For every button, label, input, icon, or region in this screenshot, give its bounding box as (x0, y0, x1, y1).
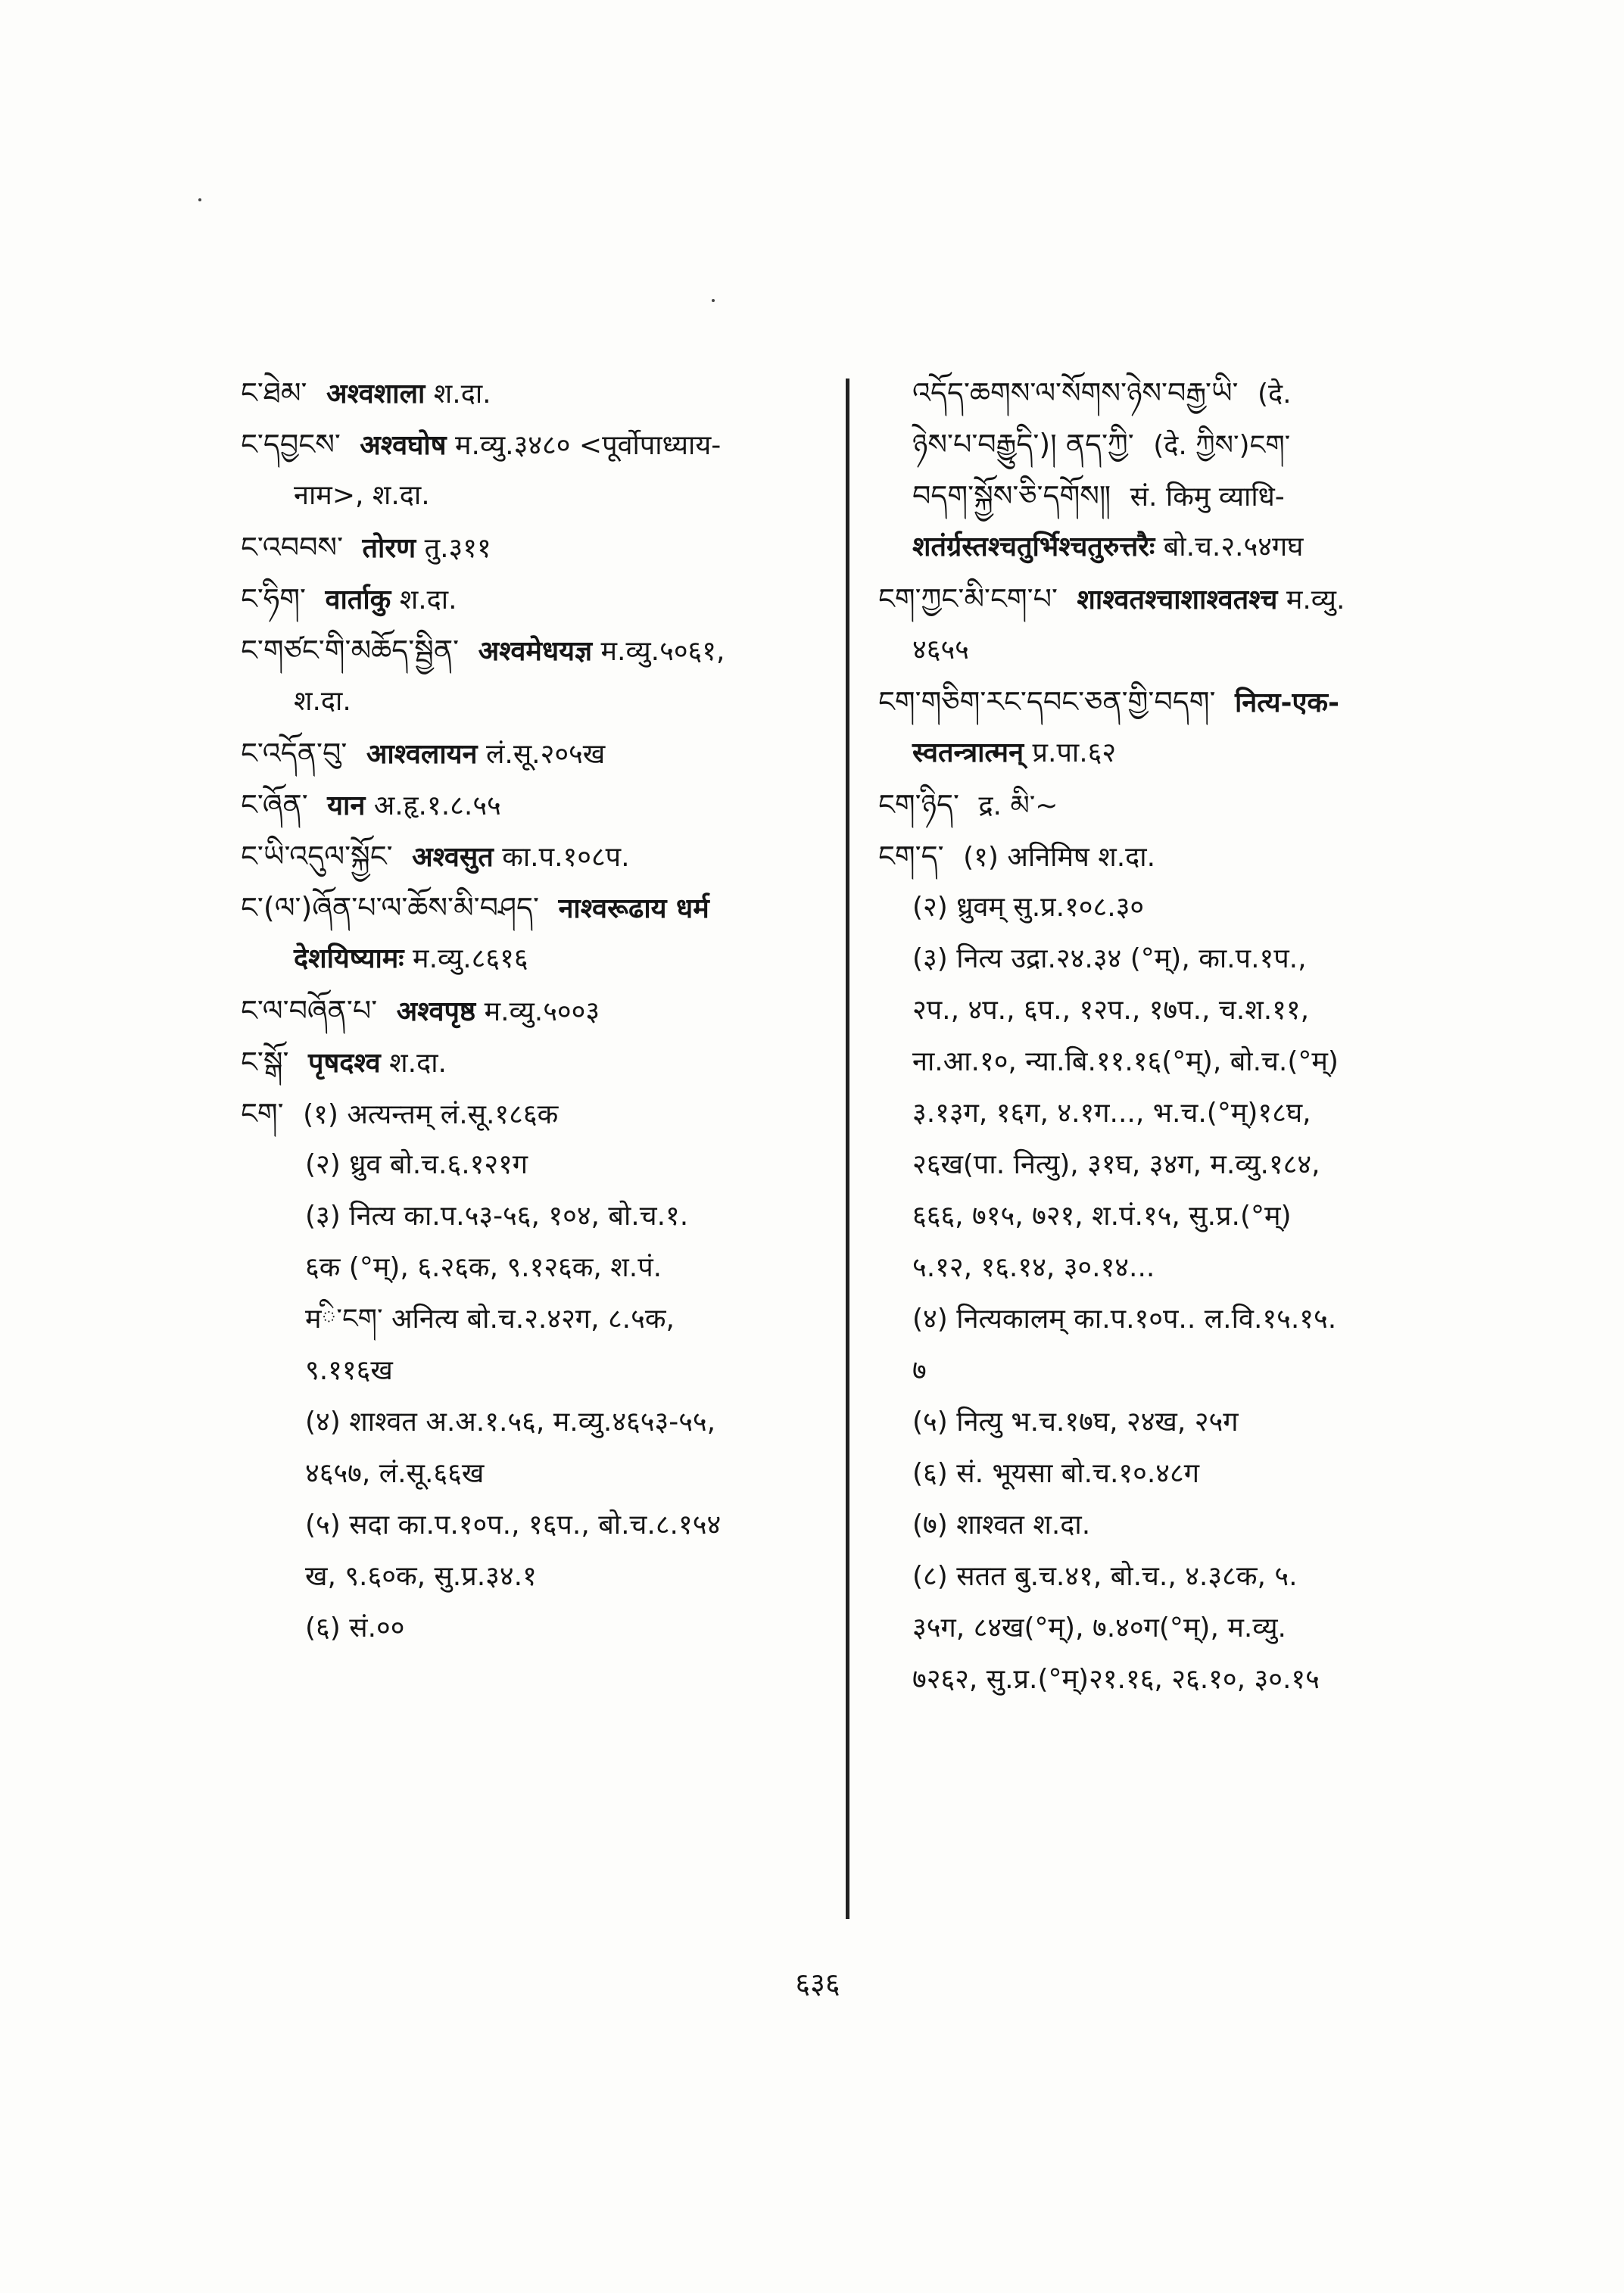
reference-text: ७ (912, 1355, 927, 1386)
reference-text: (१) अनिमिष श.दा. (963, 842, 1156, 873)
dictionary-line (878, 830, 1484, 882)
reference-text: (८) सतत बु.च.४१, बो.च., ४.३८क, ५. (912, 1561, 1298, 1592)
tibetan-term: ང་འབབས་ (241, 531, 344, 564)
left-column (241, 367, 831, 1654)
dictionary-line (878, 1448, 1484, 1500)
tibetan-term: ངག་གཅིག་རང་དབང་ཅན་གྱི་བདག་ (878, 685, 1216, 718)
dictionary-line (878, 1191, 1484, 1242)
dictionary-line (878, 1088, 1484, 1139)
sanskrit-term: नित्य-एक- (1234, 687, 1340, 718)
reference-text: (६) सं.०० (305, 1612, 405, 1643)
reference-text: २६ख(पा. नित्यु), ३१घ, ३४ग, म.व्यु.१८४, (912, 1149, 1320, 1180)
sanskrit-term: पृषदश्व (308, 1048, 381, 1079)
sanskrit-term: अश्वशाला (326, 379, 425, 410)
reference-text: म.व्यु.५०६१, (600, 636, 725, 667)
reference-text: श.दा. (399, 584, 457, 615)
tibetan-term: འདོད་ཆགས་ལ་སོགས་ཉེས་བརྒྱ་ཡི་ (912, 376, 1239, 410)
reference-text: (५) सदा का.प.१०प., १६प., बो.च.८.१५४ (305, 1509, 722, 1541)
reference-text: का.प.१०८प. (502, 842, 630, 873)
dictionary-line (241, 1397, 831, 1448)
reference-text: (६) सं. भूयसा बो.च.१०.४८ग (912, 1458, 1199, 1489)
dictionary-line (241, 419, 831, 470)
reference-text: ६क (°म्), ६.२६क, ९.१२६क, श.पं. (305, 1252, 662, 1283)
tibetan-term: ང་ཧིག་ (241, 582, 306, 615)
dictionary-line (878, 470, 1484, 522)
reference-text: लं.सू.२०५ख (485, 739, 606, 770)
dictionary-line (878, 419, 1484, 470)
dictionary-line (878, 1036, 1484, 1088)
dictionary-line (878, 367, 1484, 419)
reference-text: तु.३११ (424, 533, 491, 564)
reference-text: ५.१२, १६.१४, ३०.१४... (912, 1252, 1155, 1283)
tibetan-term: ང་(ལ་)ཞོན་པ་ལ་ཆོས་མི་བཤད་ (241, 891, 539, 924)
reference-text: ४६५७, लं.सू.६६ख (305, 1458, 485, 1489)
dictionary-line (241, 1448, 831, 1500)
dictionary-line (878, 1397, 1484, 1448)
dictionary-line (241, 882, 831, 933)
sanskrit-term: शतंर्ग्रस्तश्चतुर्भिश्चतुरुत्तरैः (912, 531, 1155, 562)
dictionary-line (878, 625, 1484, 676)
dictionary-line (241, 1139, 831, 1191)
reference-text: नाम>, श.दा. (294, 480, 430, 511)
dictionary-line (241, 830, 831, 882)
dictionary-line (241, 933, 831, 985)
dictionary-line (878, 933, 1484, 985)
sanskrit-term: स्वतन्त्रात्मन् (912, 737, 1024, 768)
dictionary-line (241, 1294, 831, 1345)
dictionary-line (241, 1088, 831, 1139)
reference-text: (१) अत्यन्तम् लं.सू.१८६क (303, 1099, 559, 1130)
reference-text: अ.हृ.१.८.५५ (373, 790, 501, 821)
tibetan-term: ངག་ཉིད་ (878, 788, 959, 821)
tibetan-term: ང་ཞོན་ (241, 788, 308, 821)
reference-text: (४) नित्यकालम् का.प.१०प.. ल.वि.१५.१५. (912, 1304, 1337, 1335)
dictionary-line (241, 727, 831, 779)
sanskrit-term: वार्ताकु (325, 584, 391, 615)
sanskrit-term: अश्वपृष्ठ (396, 996, 476, 1027)
reference-text: (७) शाश्वत श.दा. (912, 1509, 1091, 1541)
scan-speck (712, 299, 715, 302)
sanskrit-term: तोरण (362, 533, 416, 564)
dictionary-line (878, 727, 1484, 779)
reference-text: प्र.पा.६२ (1032, 737, 1117, 768)
dictionary-line (241, 573, 831, 625)
dictionary-line (878, 522, 1484, 573)
dictionary-line (241, 779, 831, 830)
dictionary-line (241, 470, 831, 522)
reference-text: ७२६२, सु.प्र.(°म्)२१.१६, २६.१०, ३०.१५ (912, 1664, 1320, 1695)
sanskrit-term: अश्वघोष (360, 430, 447, 461)
dictionary-line (878, 1139, 1484, 1191)
dictionary-line (241, 522, 831, 573)
sanskrit-term: यान (327, 790, 366, 821)
dictionary-line (878, 676, 1484, 727)
reference-text: (५) नित्यु भ.च.१७घ, २४ख, २५ग (912, 1407, 1239, 1438)
dictionary-line (241, 1603, 831, 1654)
dictionary-line (878, 573, 1484, 625)
reference-text: (३) नित्य उद्रा.२४.३४ (°म्), का.प.१प., (912, 943, 1307, 974)
reference-text: (४) शाश्वत अ.अ.१.५६, म.व्यु.४६५३-५५, (305, 1407, 716, 1438)
dictionary-line (878, 882, 1484, 933)
reference-text: ६६६, ७१५, ७२१, श.पं.१५, सु.प्र.(°म्) (912, 1201, 1292, 1232)
reference-text: (२) ध्रुवम् सु.प्र.१०८.३० (912, 892, 1145, 923)
reference-text: ४६५५ (912, 634, 969, 665)
sanskrit-term: शाश्वतश्चाशाश्वतश्च (1077, 584, 1278, 615)
reference-text: श.दा. (294, 686, 351, 717)
tibetan-term: ཉེས་པ་བརྒྱུདི་)། ནད་ཀྱི་ (912, 428, 1134, 461)
reference-text: २प., ४प., ६प., १२प., १७प., च.श.११, (912, 995, 1310, 1026)
page-number: ६३६ (795, 1967, 840, 2000)
tibetan-term: ང་དབྱངས་ (241, 428, 341, 461)
tibetan-term: ང་ཡི་འདུལ་སྐྱོང་ (241, 840, 393, 873)
reference-text: मི་ངག་ अनित्य बो.च.२.४२ग, ८.५क, (305, 1304, 675, 1335)
reference-text: बो.च.२.५४गघ (1163, 531, 1304, 562)
dictionary-line (878, 1294, 1484, 1345)
reference-text: (२) ध्रुव बो.च.६.१२१ग (305, 1149, 528, 1180)
dictionary-line (878, 1345, 1484, 1397)
dictionary-line (878, 1500, 1484, 1551)
reference-text: (३) नित्य का.प.५३-५६, १०४, बो.च.१. (305, 1201, 689, 1232)
reference-text: ३५ग, ८४ख(°म्), ७.४०ग(°म्), म.व्यु. (912, 1612, 1286, 1643)
tibetan-term: ང་གཙང་གི་མཆོད་སྦྱིན་ (241, 634, 460, 667)
right-column (878, 367, 1484, 1706)
scan-speck (198, 198, 201, 201)
dictionary-line (878, 1654, 1484, 1706)
reference-text: द्र. མི་~ (978, 790, 1058, 821)
tibetan-term: ང་ཐེམ་ (241, 376, 307, 410)
dictionary-line (241, 676, 831, 727)
dictionary-line (241, 1036, 831, 1088)
reference-text: ९.११६ख (305, 1355, 393, 1386)
sanskrit-term: नाश्वरूढाय धर्म (558, 893, 709, 924)
reference-text: म.व्यु. (1286, 584, 1345, 615)
sanskrit-term: देशयिष्यामः (294, 943, 404, 974)
dictionary-line (241, 625, 831, 676)
dictionary-line (878, 1242, 1484, 1294)
dictionary-line (241, 1551, 831, 1603)
sanskrit-term: अश्वसुत (412, 842, 494, 873)
reference-text: (दे. (1257, 379, 1292, 410)
tibetan-term: ང་འདོན་བུ་ (241, 737, 348, 770)
dictionary-line (241, 1242, 831, 1294)
dictionary-line (878, 779, 1484, 830)
dictionary-line (241, 367, 831, 419)
reference-text: म.व्यु.३४८० <पूर्वोपाध्याय- (454, 430, 722, 461)
tibetan-term: ངག་ད་ (878, 840, 944, 873)
dictionary-line (878, 1603, 1484, 1654)
reference-text: श.दा. (433, 379, 491, 410)
reference-text: ख, ९.६०क, सु.प्र.३४.१ (305, 1561, 537, 1592)
reference-text: श.दा. (389, 1048, 447, 1079)
dictionary-line (241, 1345, 831, 1397)
tibetan-term: ངག་ཀྱང་མི་ངག་པ་ (878, 582, 1058, 615)
reference-text: ३.१३ग, १६ग, ४.१ग..., भ.च.(°म्)१८घ, (912, 1098, 1311, 1129)
reference-text: सं. किमु व्याधि- (1130, 481, 1285, 512)
column-divider (846, 379, 849, 1919)
tibetan-term: བདག་སྐྱོས་ཅི་དགོས༎ (912, 479, 1111, 512)
reference-text: ना.आ.१०, न्या.बि.११.१६(°म्), बो.च.(°म्) (912, 1046, 1339, 1077)
tibetan-term: ང་སྒོ་ (241, 1045, 289, 1079)
sanskrit-term: अश्वमेधयज्ञ (478, 636, 593, 667)
tibetan-term: ང་ལ་བཞོན་པ་ (241, 994, 378, 1027)
tibetan-term: ངག་ (241, 1097, 284, 1130)
reference-text: म.व्यु.८६१६ (413, 943, 528, 974)
reference-text: म.व्यु.५००३ (484, 996, 600, 1027)
dictionary-line (878, 1551, 1484, 1603)
dictionary-line (241, 985, 831, 1036)
sanskrit-term: आश्वलायन (366, 739, 478, 770)
dictionary-line (878, 985, 1484, 1036)
reference-text: (दे. ཀྱིས་)ངག་ (1153, 430, 1291, 461)
dictionary-line (241, 1500, 831, 1551)
dictionary-line (241, 1191, 831, 1242)
